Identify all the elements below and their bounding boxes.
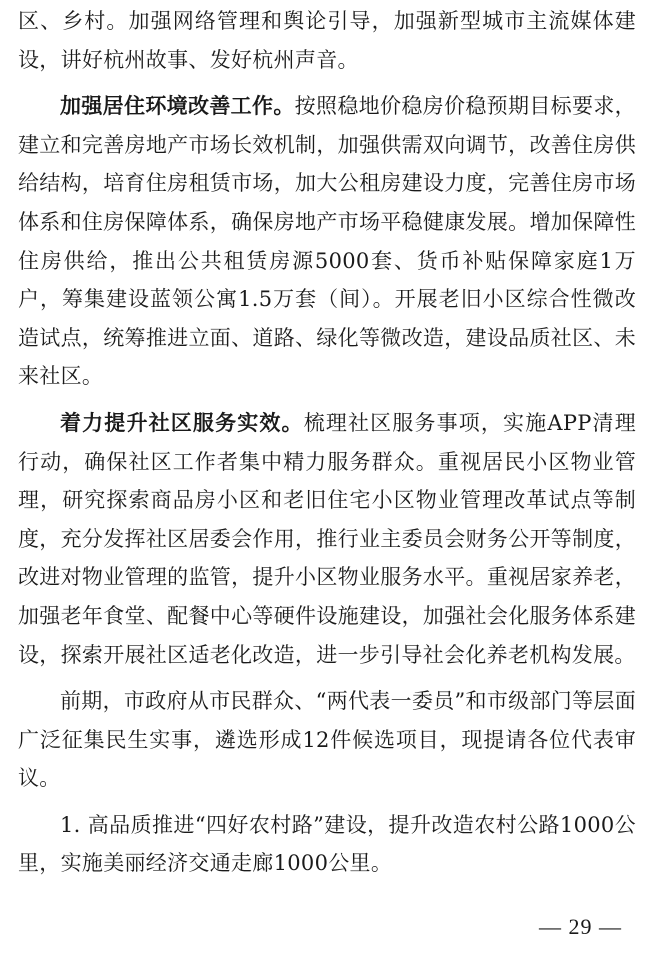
paragraph-text: 梳理社区服务事项，实施APP清理行动，确保社区工作者集中精力服务群众。重视居民小区物业管理，研究探索商品房小区和老旧住宅小区物业管理改革试点等制度，充分发挥社区居委会作用，推行业主委员会财务公开等制度，改进对物业管理的监管，提升小区物业服务水平。重视居家养老，加强老年食堂、配餐中心等硬件设施建设，加强社会化服务体系建设，探索开展社区适老化改造，进一步引导社会化养老机构发展。: [18, 410, 636, 667]
document-page: [18, 0, 636, 883]
paragraph-lead: 加强居住环境改善工作。: [60, 93, 295, 119]
paragraph-text: 区、乡村。加强网络管理和舆论引导，加强新型城市主流媒体建设，讲好杭州故事、发好杭州声音。: [18, 9, 636, 72]
page-number: — 29 —: [539, 914, 622, 939]
paragraph-text: 1. 高品质推进“四好农村路”建设，提升改造农村公路1000公里，实施美丽经济交通走廊1000公里。: [18, 812, 636, 876]
paragraph-text: 按照稳地价稳房价稳预期目标要求，建立和完善房地产市场长效机制，加强供需双向调节，改善住房供给结构，培育住房租赁市场，加大公租房建设力度，完善住房市场体系和住房保障体系，确保房地产市场平稳健康发展。增加保障性住房供给，推出公共租赁房源5000套、货币补贴保障家庭1万户，筹集建设蓝领公寓1.5万套（间）。开展老旧小区综合性微改造试点，统筹推进立面、道路、绿化等微改造，建设品质社区、未来社区。: [18, 94, 636, 389]
paragraph-projects-intro: [18, 682, 636, 798]
paragraph-lead: 着力提升社区服务实效。: [60, 409, 304, 435]
paragraph-community: [18, 404, 636, 674]
paragraph-continuation: [18, 2, 636, 79]
paragraph-housing: [18, 87, 636, 396]
paragraph-text: 前期，市政府从市民群众、“两代表一委员”和市级部门等层面广泛征集民生实事，遴选形成12件候选项目，现提请各位代表审议。: [18, 689, 636, 791]
paragraph-item-1: [18, 806, 636, 883]
